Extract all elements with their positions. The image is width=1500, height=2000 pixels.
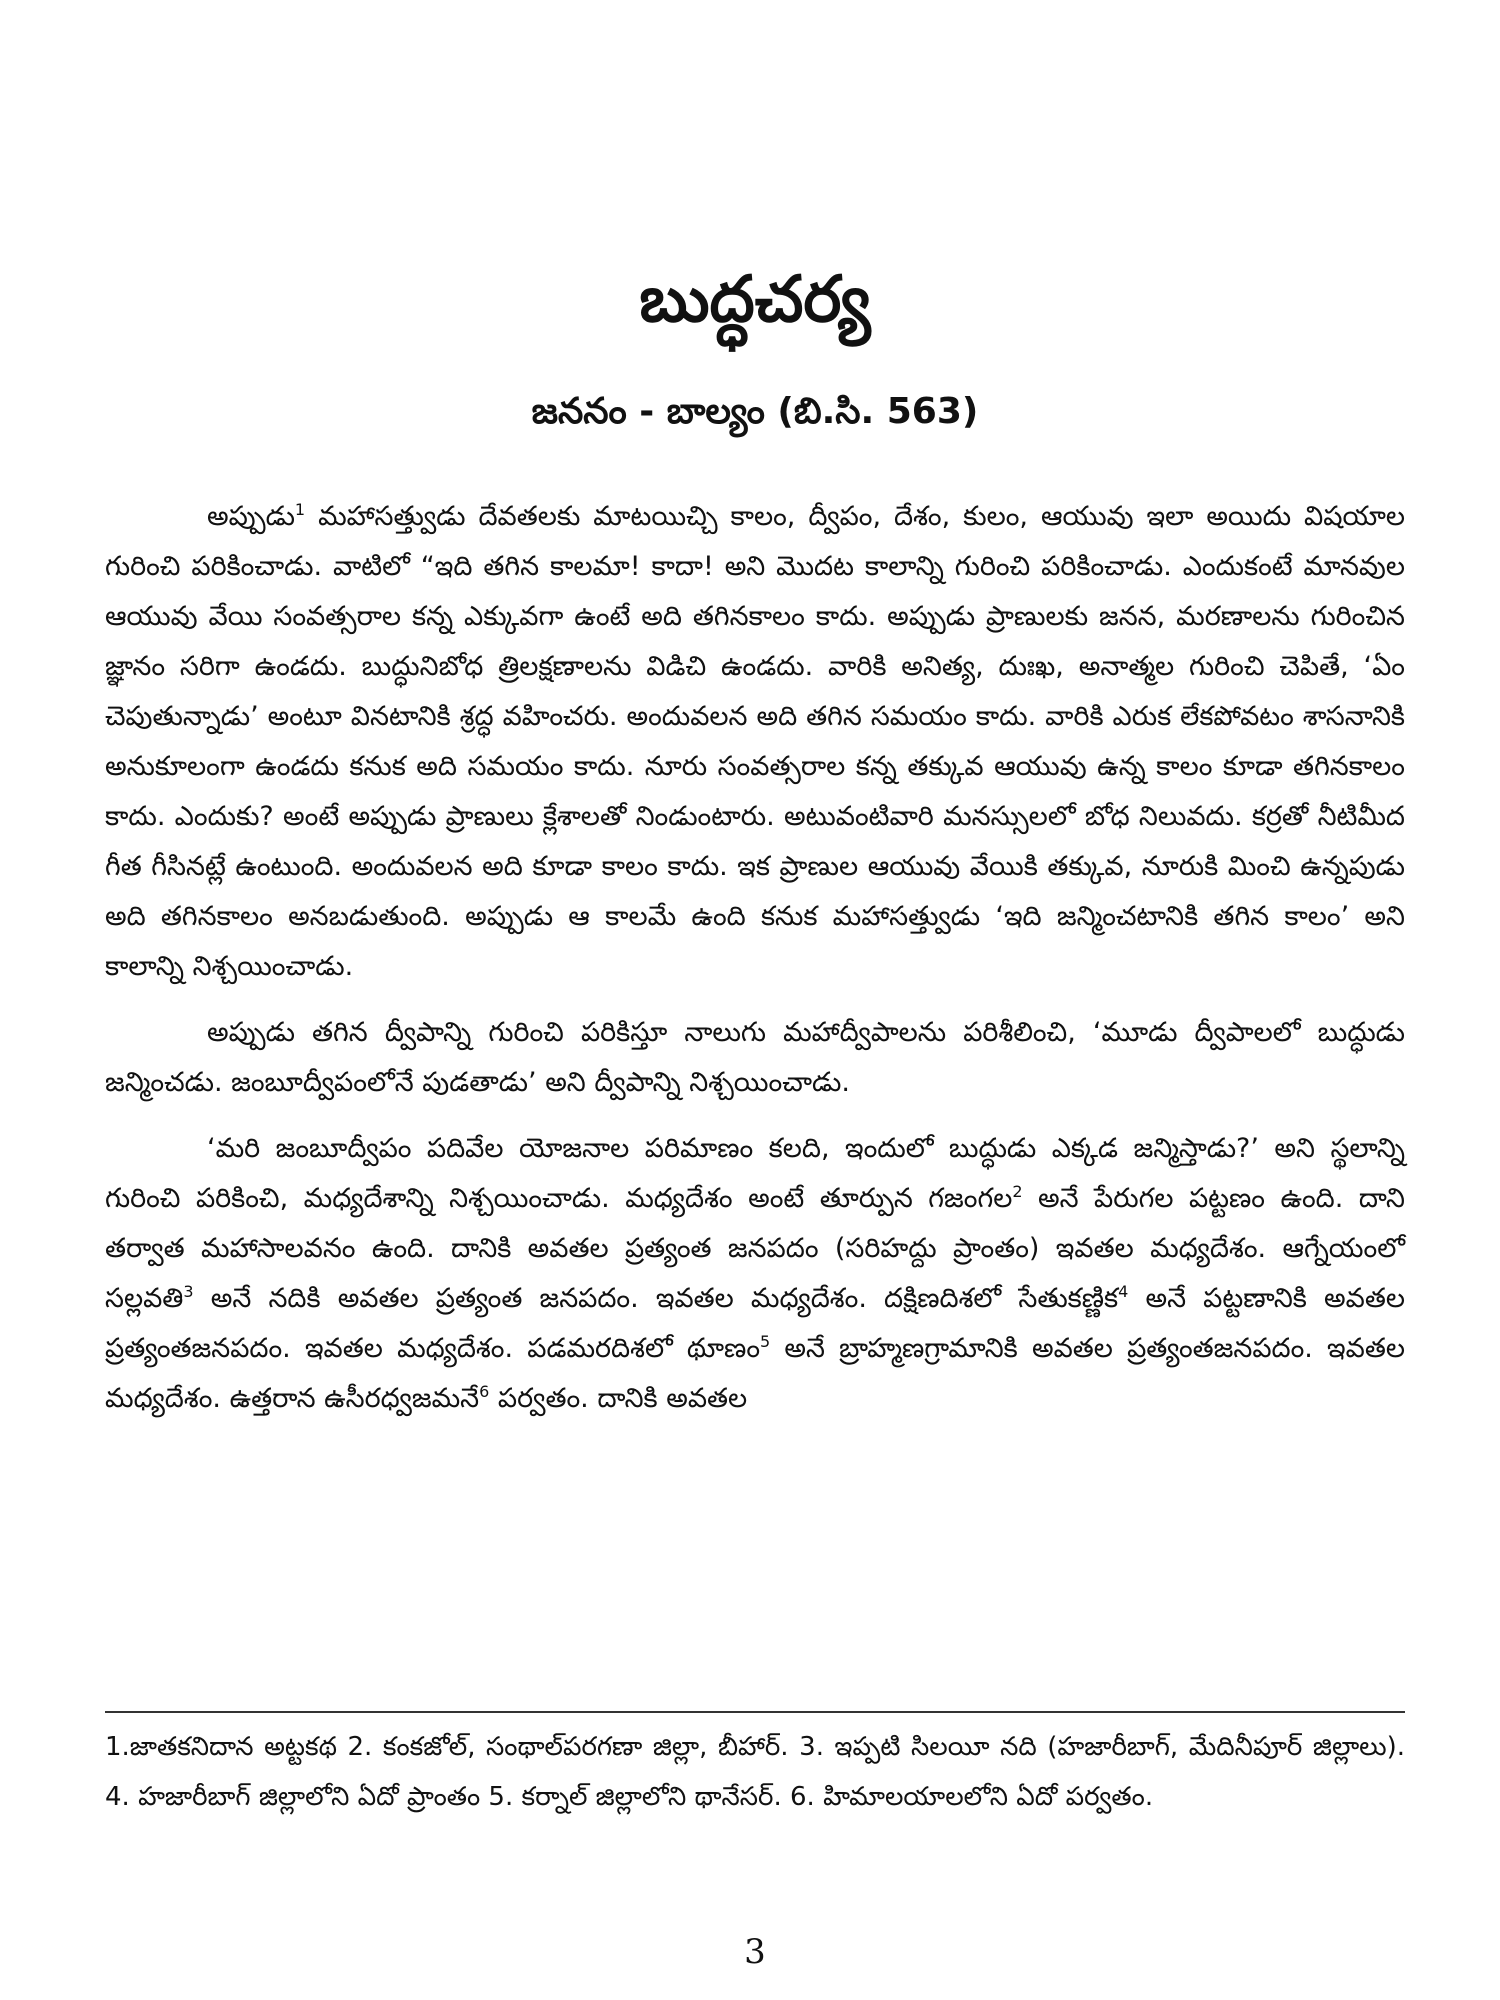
paragraph-text: అనే బ్రాహ్మణగ్రామానికి అవతల ప్రత్యంతజనపదం. ఇవతల మధ్యదేశం. ఉత్తరాన ఉసీరధ్వజమనే xyxy=(105,1333,1406,1414)
footnote-marker: 1 xyxy=(294,500,306,519)
footnote-marker: 3 xyxy=(183,1282,194,1301)
footnote-marker: 6 xyxy=(479,1382,490,1401)
paragraph-text: అనే నదికి అవతల ప్రత్యంత జనపదం. ఇవతల మధ్యదేశం. దక్షిణదిశలో సేతుకణ్ణిక xyxy=(193,1283,1119,1314)
footnote-divider xyxy=(105,1711,1405,1713)
paragraph-text: అప్పుడు xyxy=(207,501,295,532)
page-number: 3 xyxy=(744,1932,766,1972)
footnotes: 1.జాతకనిదాన అట్టకథ 2. కంకజోల్, సంథాల్‌పరగణా జిల్లా, బీహార్. 3. ఇప్పటి సిలయీ నది (హజారీబాగ్, మేదినీపూర్ జిల్లాలు). 4. హజారీబాగ్ జిల్లాలోని ఏదో ప్రాంతం 5. కర్నాల్ జిల్లాలోని థానేసర్. 6. హిమాలయాలలోని ఏదో పర్వతం. xyxy=(105,1732,1405,1812)
paragraph-1 xyxy=(105,492,1405,992)
paragraph-text: అనే పట్టణానికి అవతల ప్రత్యంతజనపదం. ఇవతల మధ్యదేశం. పడమరదిశలో థూణం xyxy=(105,1283,1405,1364)
page-title: బుద్ధచర్య xyxy=(639,263,871,337)
footnote-marker: 2 xyxy=(1012,1182,1023,1201)
paragraph-3 xyxy=(105,1124,1405,1424)
paragraph-text: పర్వతం. దానికి అవతల xyxy=(489,1383,748,1414)
document-page xyxy=(105,0,1405,2000)
body-text xyxy=(105,492,1405,1440)
paragraph-2 xyxy=(105,1008,1405,1108)
paragraph-text: అనే పేరుగల పట్టణం ఉంది. దాని తర్వాత మహాసాలవనం ఉంది. దానికి అవతల ప్రత్యంత జనపదం (సరిహద్దు ప్రాంతం) ఇవతల మధ్యదేశం. ఆగ్నేయంలో సల్లవతి xyxy=(105,1183,1405,1314)
footnote-marker: 4 xyxy=(1118,1282,1129,1301)
chapter-subtitle: జననం - బాల్యం (బి.సి. 563) xyxy=(531,391,979,432)
paragraph-text: ‘మరి జంబూద్వీపం పదివేల యోజనాల పరిమాణం కలది, ఇందులో బుద్ధుడు ఎక్కడ జన్మిస్తాడు?’ అని స్థలాన్ని గురించి పరికించి, మధ్యదేశాన్ని నిశ్చయించాడు. మధ్యదేశం అంటే తూర్పున గజంగల xyxy=(105,1133,1405,1214)
paragraph-text: మహాసత్త్వుడు దేవతలకు మాటయిచ్చి కాలం, ద్వీపం, దేశం, కులం, ఆయువు ఇలా అయిదు విషయాల గురించి పరికించాడు. వాటిలో “ఇది తగిన కాలమా! కాదా! అని మొదట కాలాన్ని గురించి పరికించాడు. ఎందుకంటే మానవుల ఆయువు వేయి సంవత్సరాల కన్న ఎక్కువగా ఉంటే అది తగినకాలం కాదు. అప్పుడు ప్రాణులకు జనన, మరణాలను గురించిన జ్ఞానం సరిగా ఉండదు. బుద్ధునిబోధ త్రిలక్షణాలను విడిచి ఉండదు. వారికి అనిత్య, దుఃఖ, అనాత్మల గురించి చెపితే, ‘ఏం చెపుతున్నాడు’ అంటూ వినటానికి శ్రద్ధ వహించరు. అందువలన అది తగిన సమయం కాదు. వారికి ఎరుక లేకపోవటం శాసనానికి అనుకూలంగా ఉండదు కనుక అది సమయం కాదు. నూరు సంవత్సరాల కన్న తక్కువ ఆయువు ఉన్న కాలం కూడా తగినకాలం కాదు. ఎందుకు? అంటే అప్పుడు ప్రాణులు క్లేశాలతో నిండుంటారు. అటువంటివారి మనస్సులలో బోధ నిలువదు. కర్రతో నీటిమీద గీత గీసినట్లే ఉంటుంది. అందువలన అది కూడా కాలం కాదు. ఇక ప్రాణుల ఆయువు వేయికి తక్కువ, నూరుకి మించి ఉన్నపుడు అది తగినకాలం అనబడుతుంది. అప్పుడు ఆ కాలమే ఉంది కనుక మహాసత్త్వుడు ‘ఇది జన్మించటానికి తగిన కాలం’ అని కాలాన్ని నిశ్చయించాడు. xyxy=(105,501,1405,982)
paragraph-text: అప్పుడు తగిన ద్వీపాన్ని గురించి పరికిస్తూ నాలుగు మహాద్వీపాలను పరిశీలించి, ‘మూడు ద్వీపాలలో బుద్ధుడు జన్మించడు. జంబూద్వీపంలోనే పుడతాడు’ అని ద్వీపాన్ని నిశ్చయించాడు. xyxy=(105,1017,1405,1098)
footnote-marker: 5 xyxy=(760,1332,771,1351)
